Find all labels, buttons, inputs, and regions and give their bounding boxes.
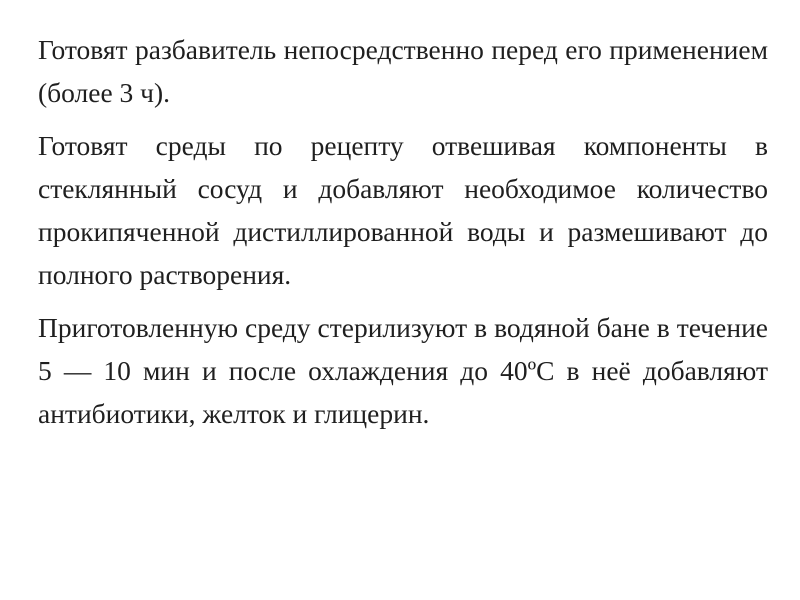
- paragraph-media-preparation: Готовят среды по рецепту отвешивая компоненты в стеклянный сосуд и добавляют необходимое количество прокипяченной дистиллированной воды и размешивают до полного растворения.: [38, 130, 768, 290]
- paragraph-diluent: Готовят разбавитель непосредственно перед его применением (более 3 ч).: [38, 34, 768, 108]
- paragraph-sterilization: Приготовленную среду стерилизуют в водяной бане в течение 5 — 10 мин и после охлаждения до 40ºС в неё добавляют антибиотики, желток и глицерин.: [38, 312, 768, 429]
